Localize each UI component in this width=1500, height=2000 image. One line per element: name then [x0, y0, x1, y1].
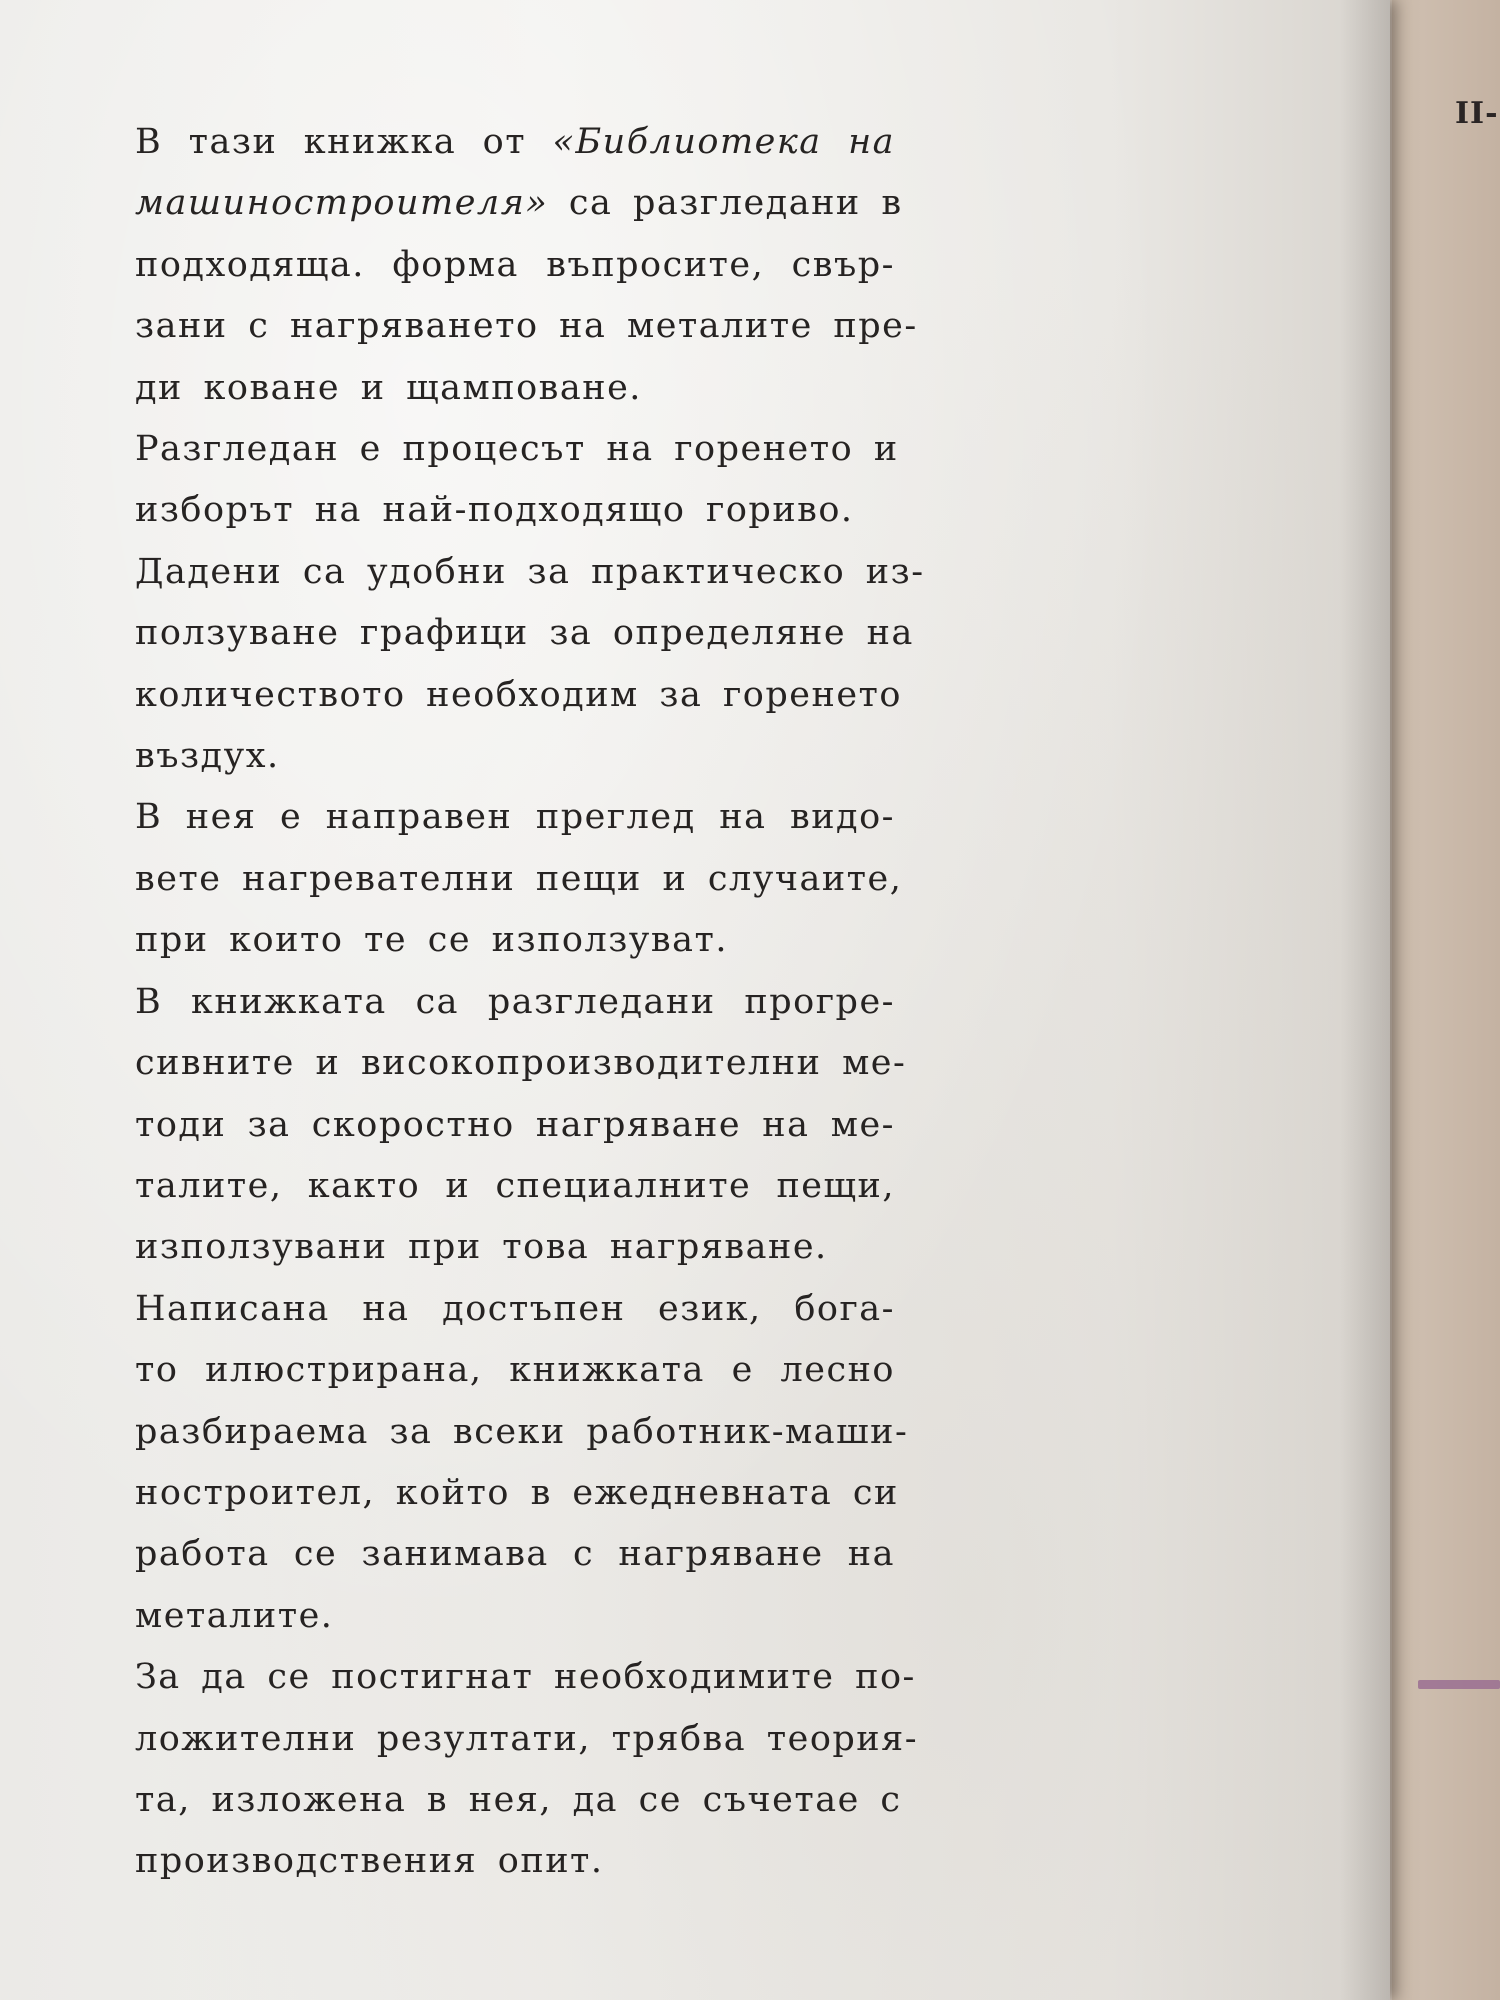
text-line	[135, 1586, 895, 1647]
text-segment: ди коване и щамповане.	[135, 367, 642, 408]
paragraph	[135, 1279, 909, 1647]
paragraph	[135, 542, 925, 788]
text-line	[135, 1709, 919, 1770]
text-segment: подходяща. форма въпросите, свър-	[135, 244, 895, 285]
text-line	[135, 1340, 895, 1401]
text-line	[135, 1033, 907, 1094]
text-line	[135, 1217, 895, 1278]
text-segment: металите.	[135, 1595, 334, 1636]
text-line	[135, 1156, 895, 1217]
text-segment: разбираема за всеки работник-маши-	[135, 1411, 909, 1452]
text-line	[135, 787, 895, 848]
text-segment: Дадени са удобни за практическо из-	[135, 551, 925, 592]
italic-text: машиностроителя»	[135, 183, 549, 224]
text-line	[135, 665, 902, 726]
text-segment: талите, както и специалните пещи,	[135, 1165, 895, 1206]
text-line	[135, 112, 895, 173]
text-segment: използувани при това нагряване.	[135, 1227, 828, 1268]
text-segment: Разгледан е процесът на горенето и	[135, 429, 899, 470]
text-line	[135, 296, 918, 357]
text-segment: Написана на достъпен език, бога-	[135, 1288, 895, 1329]
text-line	[135, 358, 895, 419]
text-line	[135, 1524, 895, 1585]
adjacent-page	[1390, 0, 1500, 2000]
paragraph	[135, 972, 907, 1279]
paragraph	[135, 1647, 919, 1893]
page-fold-shadow	[1340, 0, 1390, 2000]
text-segment: В тази книжка от	[135, 122, 553, 162]
text-line	[135, 1831, 895, 1892]
adjacent-page-number-fragment: II-	[1455, 96, 1499, 131]
text-segment: В нея е направен преглед на видо-	[135, 797, 895, 838]
text-segment: зани с нагряването на металите пре-	[135, 306, 918, 347]
text-line	[135, 1463, 899, 1524]
text-segment: вете нагревателни пещи и случаите,	[135, 858, 903, 899]
text-line	[135, 480, 895, 541]
text-line	[135, 1402, 909, 1463]
text-line	[135, 1647, 916, 1708]
paragraph	[135, 787, 903, 971]
text-segment: ползуване графици за определяне на	[135, 613, 914, 654]
text-line	[135, 910, 895, 971]
text-segment: та, изложена в нея, да се съчетае с	[135, 1779, 902, 1820]
text-line	[135, 419, 899, 480]
text-line	[135, 173, 903, 234]
text-line	[135, 849, 903, 910]
italic-text: «Библиотека на	[552, 122, 895, 162]
text-line	[135, 235, 895, 296]
text-segment: при които те се използуват.	[135, 920, 728, 961]
text-line	[135, 726, 895, 787]
text-segment: въздух.	[135, 736, 280, 777]
text-segment: количеството необходим за горенето	[135, 674, 902, 715]
text-segment: работа се занимава с нагряване на	[135, 1534, 895, 1575]
text-segment: тоди за скоростно нагряване на ме-	[135, 1104, 895, 1145]
text-line	[135, 1095, 895, 1156]
text-line	[135, 542, 925, 603]
text-line	[135, 972, 895, 1033]
text-segment: ложителни резултати, трябва теория-	[135, 1718, 919, 1759]
page-text	[135, 112, 925, 1893]
text-segment: изборът на най-подходящо гориво.	[135, 490, 854, 531]
paragraph	[135, 419, 899, 542]
text-line	[135, 603, 914, 664]
text-line	[135, 1770, 902, 1831]
text-line	[135, 1279, 895, 1340]
text-segment: сивните и високопроизводителни ме-	[135, 1043, 907, 1084]
text-segment: са разгледани в	[548, 183, 903, 224]
text-segment: В книжката са разгледани прогре-	[135, 981, 895, 1022]
text-segment: производствения опит.	[135, 1841, 604, 1882]
text-segment: ностроител, който в ежедневната си	[135, 1472, 899, 1513]
paragraph	[135, 112, 918, 419]
text-segment: За да се постигнат необходимите по-	[135, 1657, 916, 1698]
purple-stamp-mark	[1418, 1680, 1500, 1689]
text-segment: то илюстрирана, книжката е лесно	[135, 1350, 895, 1391]
